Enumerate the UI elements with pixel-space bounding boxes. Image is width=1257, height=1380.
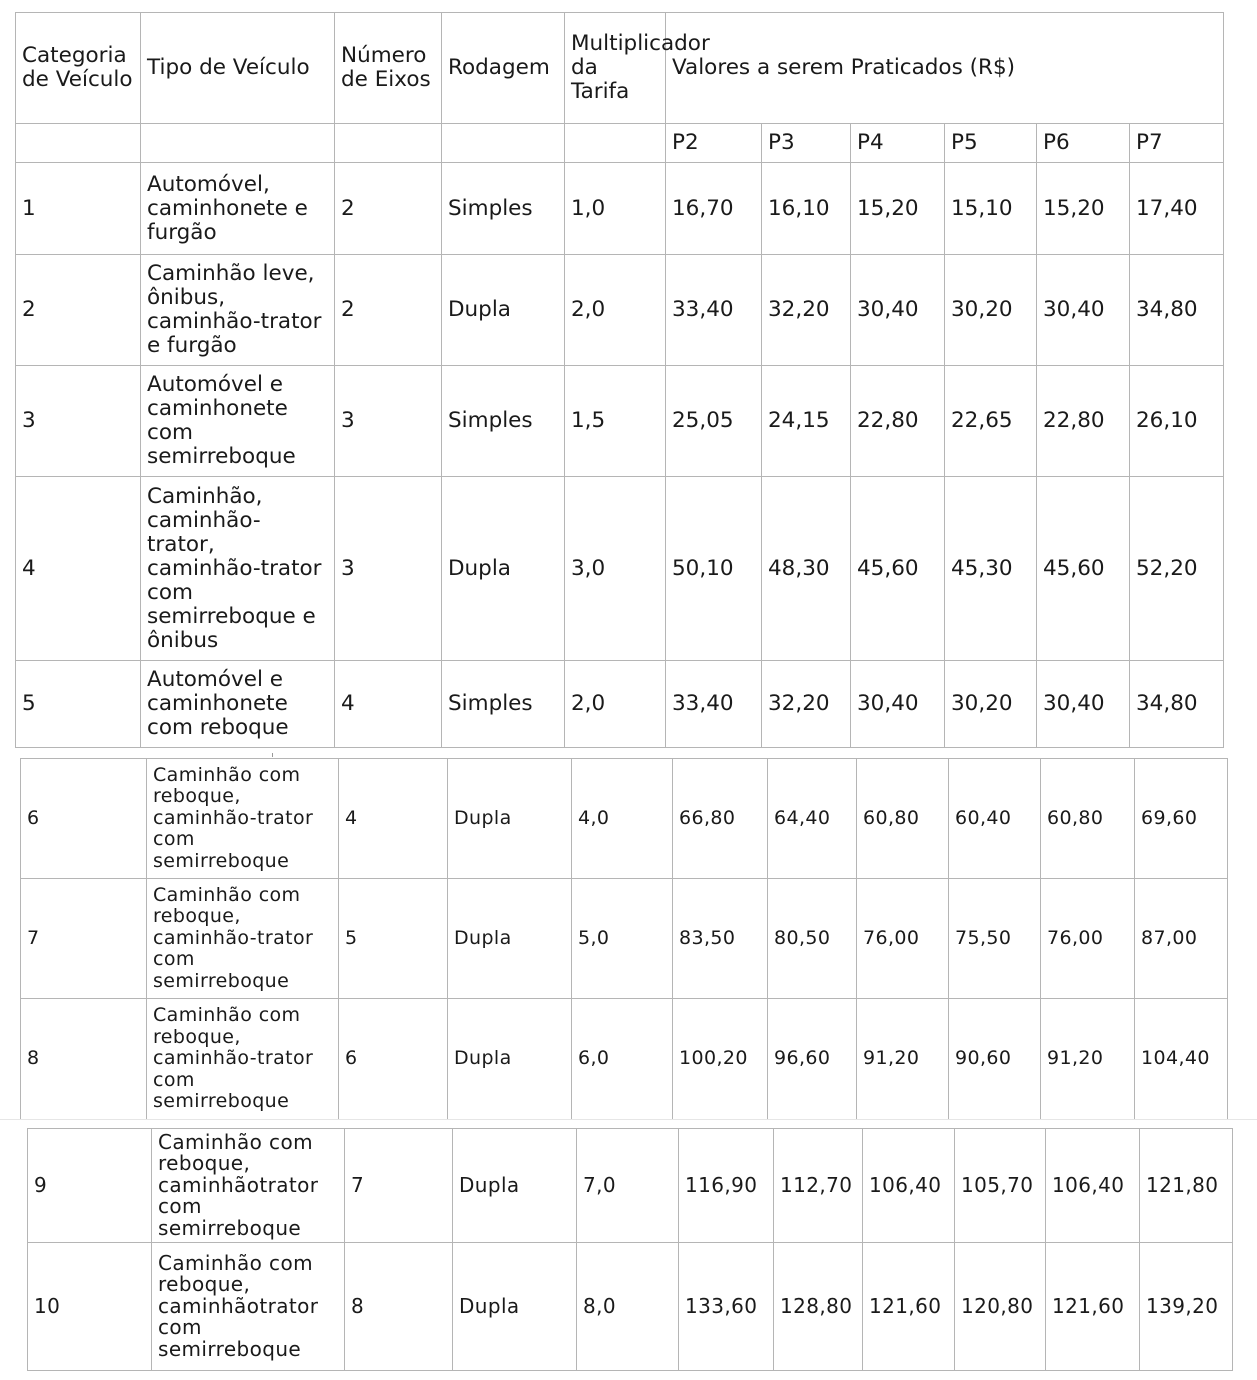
header-p7: P7 — [1130, 124, 1224, 163]
price-cell-p5: 30,20 — [945, 661, 1037, 748]
header-valores: Valores a serem Praticados (R$) — [666, 13, 1224, 124]
price-cell-p2: 16,70 — [666, 163, 762, 255]
tariff-table-section-2 — [20, 758, 1227, 1120]
price-columns-row — [16, 124, 1224, 163]
tariff-table — [15, 12, 1224, 748]
price-cell-p7: 87,00 — [1135, 879, 1228, 999]
tipo-cell: Caminhão com reboque, caminhão-trator com semirreboque — [147, 759, 339, 879]
price-cell-p2: 25,05 — [666, 366, 762, 477]
tipo-cell: Caminhão com reboque, caminhãotrator com semirreboque — [152, 1129, 345, 1243]
rodagem-cell: Dupla — [453, 1129, 577, 1243]
multiplicador-cell: 1,5 — [565, 366, 666, 477]
price-cell-p6: 30,40 — [1037, 661, 1130, 748]
price-cell-p3: 96,60 — [768, 999, 857, 1120]
multiplicador-cell: 8,0 — [577, 1243, 679, 1371]
eixos-cell: 3 — [335, 366, 442, 477]
tariff-table-section-1 — [15, 12, 1223, 748]
price-cell-p4: 30,40 — [851, 255, 945, 366]
price-cell-p2: 83,50 — [673, 879, 768, 999]
categoria-cell: 5 — [16, 661, 141, 748]
tipo-cell: Caminhão com reboque, caminhãotrator com semirreboque — [152, 1243, 345, 1371]
price-cell-p2: 50,10 — [666, 477, 762, 661]
price-cell-p5: 75,50 — [949, 879, 1041, 999]
price-cell-p6: 91,20 — [1041, 999, 1135, 1120]
multiplicador-cell: 2,0 — [565, 661, 666, 748]
categoria-cell: 8 — [21, 999, 147, 1120]
categoria-cell: 3 — [16, 366, 141, 477]
rodagem-cell: Dupla — [453, 1243, 577, 1371]
price-cell-p4: 22,80 — [851, 366, 945, 477]
empty-cell — [16, 124, 141, 163]
price-cell-p3: 80,50 — [768, 879, 857, 999]
tipo-cell: Automóvel, caminhonete e furgão — [141, 163, 335, 255]
categoria-cell: 6 — [21, 759, 147, 879]
table-row — [21, 999, 1228, 1120]
price-cell-p7: 52,20 — [1130, 477, 1224, 661]
categoria-cell: 2 — [16, 255, 141, 366]
eixos-cell: 5 — [339, 879, 448, 999]
header-eixos: Número de Eixos — [335, 13, 442, 124]
categoria-cell: 10 — [28, 1243, 152, 1371]
header-p3: P3 — [762, 124, 851, 163]
eixos-cell: 6 — [339, 999, 448, 1120]
multiplicador-cell: 3,0 — [565, 477, 666, 661]
price-cell-p5: 60,40 — [949, 759, 1041, 879]
price-cell-p7: 34,80 — [1130, 255, 1224, 366]
header-p4: P4 — [851, 124, 945, 163]
rodagem-cell: Dupla — [442, 255, 565, 366]
eixos-cell: 2 — [335, 163, 442, 255]
multiplicador-cell: 1,0 — [565, 163, 666, 255]
price-cell-p4: 121,60 — [863, 1243, 955, 1371]
table-row — [28, 1243, 1233, 1371]
tipo-cell: Caminhão com reboque, caminhão-trator com semirreboque — [147, 999, 339, 1120]
price-cell-p6: 15,20 — [1037, 163, 1130, 255]
header-categoria: Categoria de Veículo — [16, 13, 141, 124]
price-cell-p7: 121,80 — [1140, 1129, 1233, 1243]
multiplicador-cell: 5,0 — [572, 879, 673, 999]
header-tipo: Tipo de Veículo — [141, 13, 335, 124]
rodagem-cell: Simples — [442, 661, 565, 748]
categoria-cell: 9 — [28, 1129, 152, 1243]
price-cell-p5: 120,80 — [955, 1243, 1046, 1371]
header-p5: P5 — [945, 124, 1037, 163]
multiplicador-cell: 6,0 — [572, 999, 673, 1120]
tariff-table-continued — [27, 1128, 1233, 1371]
price-cell-p5: 22,65 — [945, 366, 1037, 477]
tipo-cell: Caminhão leve, ônibus, caminhão-trator e furgão — [141, 255, 335, 366]
price-cell-p5: 105,70 — [955, 1129, 1046, 1243]
empty-cell — [442, 124, 565, 163]
empty-cell — [565, 124, 666, 163]
price-cell-p4: 30,40 — [851, 661, 945, 748]
price-cell-p3: 128,80 — [774, 1243, 863, 1371]
price-cell-p7: 139,20 — [1140, 1243, 1233, 1371]
price-cell-p4: 60,80 — [857, 759, 949, 879]
tipo-cell: Automóvel e caminhonete com reboque — [141, 661, 335, 748]
price-cell-p5: 30,20 — [945, 255, 1037, 366]
table-row — [16, 163, 1224, 255]
price-cell-p3: 112,70 — [774, 1129, 863, 1243]
header-rodagem: Rodagem — [442, 13, 565, 124]
price-cell-p7: 26,10 — [1130, 366, 1224, 477]
rodagem-cell: Simples — [442, 163, 565, 255]
table-row — [16, 477, 1224, 661]
table-row — [16, 661, 1224, 748]
price-cell-p2: 116,90 — [679, 1129, 774, 1243]
price-cell-p3: 32,20 — [762, 661, 851, 748]
price-cell-p2: 33,40 — [666, 255, 762, 366]
rodagem-cell: Dupla — [442, 477, 565, 661]
categoria-cell: 7 — [21, 879, 147, 999]
tariff-table-continued — [20, 758, 1228, 1120]
table-row — [28, 1129, 1233, 1243]
price-cell-p5: 15,10 — [945, 163, 1037, 255]
multiplicador-cell: 7,0 — [577, 1129, 679, 1243]
price-cell-p6: 45,60 — [1037, 477, 1130, 661]
price-cell-p2: 133,60 — [679, 1243, 774, 1371]
price-cell-p6: 76,00 — [1041, 879, 1135, 999]
price-cell-p6: 30,40 — [1037, 255, 1130, 366]
price-cell-p4: 106,40 — [863, 1129, 955, 1243]
header-p2: P2 — [666, 124, 762, 163]
tipo-cell: Caminhão, caminhão-trator, caminhão-trator com semirreboque e ônibus — [141, 477, 335, 661]
empty-cell — [335, 124, 442, 163]
price-cell-p6: 106,40 — [1046, 1129, 1140, 1243]
empty-cell — [141, 124, 335, 163]
multiplicador-cell: 4,0 — [572, 759, 673, 879]
eixos-cell: 4 — [335, 661, 442, 748]
price-cell-p3: 32,20 — [762, 255, 851, 366]
tariff-table-section-3 — [27, 1128, 1232, 1371]
table-row — [16, 255, 1224, 366]
price-cell-p3: 64,40 — [768, 759, 857, 879]
price-cell-p6: 121,60 — [1046, 1243, 1140, 1371]
price-cell-p6: 60,80 — [1041, 759, 1135, 879]
eixos-cell: 8 — [345, 1243, 453, 1371]
price-cell-p2: 100,20 — [673, 999, 768, 1120]
categoria-cell: 1 — [16, 163, 141, 255]
price-cell-p3: 24,15 — [762, 366, 851, 477]
table-row — [21, 759, 1228, 879]
price-cell-p2: 33,40 — [666, 661, 762, 748]
price-cell-p4: 45,60 — [851, 477, 945, 661]
price-cell-p7: 69,60 — [1135, 759, 1228, 879]
rodagem-cell: Dupla — [448, 999, 572, 1120]
tipo-cell: Caminhão com reboque, caminhão-trator com semirreboque — [147, 879, 339, 999]
price-cell-p4: 76,00 — [857, 879, 949, 999]
categoria-cell: 4 — [16, 477, 141, 661]
price-cell-p7: 34,80 — [1130, 661, 1224, 748]
price-cell-p3: 48,30 — [762, 477, 851, 661]
scan-mark — [272, 753, 273, 757]
price-cell-p7: 104,40 — [1135, 999, 1228, 1120]
price-cell-p7: 17,40 — [1130, 163, 1224, 255]
header-multiplicador: Multiplicador da Tarifa — [565, 13, 666, 124]
price-cell-p6: 22,80 — [1037, 366, 1130, 477]
eixos-cell: 3 — [335, 477, 442, 661]
table-row — [16, 366, 1224, 477]
page-gap — [0, 748, 1257, 758]
tipo-cell: Automóvel e caminhonete com semirreboque — [141, 366, 335, 477]
rodagem-cell: Simples — [442, 366, 565, 477]
table-row — [21, 879, 1228, 999]
price-cell-p4: 91,20 — [857, 999, 949, 1120]
eixos-cell: 2 — [335, 255, 442, 366]
rodagem-cell: Dupla — [448, 759, 572, 879]
rodagem-cell: Dupla — [448, 879, 572, 999]
price-cell-p3: 16,10 — [762, 163, 851, 255]
header-p6: P6 — [1037, 124, 1130, 163]
price-cell-p4: 15,20 — [851, 163, 945, 255]
price-cell-p2: 66,80 — [673, 759, 768, 879]
eixos-cell: 4 — [339, 759, 448, 879]
eixos-cell: 7 — [345, 1129, 453, 1243]
header-row — [16, 13, 1224, 124]
price-cell-p5: 90,60 — [949, 999, 1041, 1120]
multiplicador-cell: 2,0 — [565, 255, 666, 366]
price-cell-p5: 45,30 — [945, 477, 1037, 661]
